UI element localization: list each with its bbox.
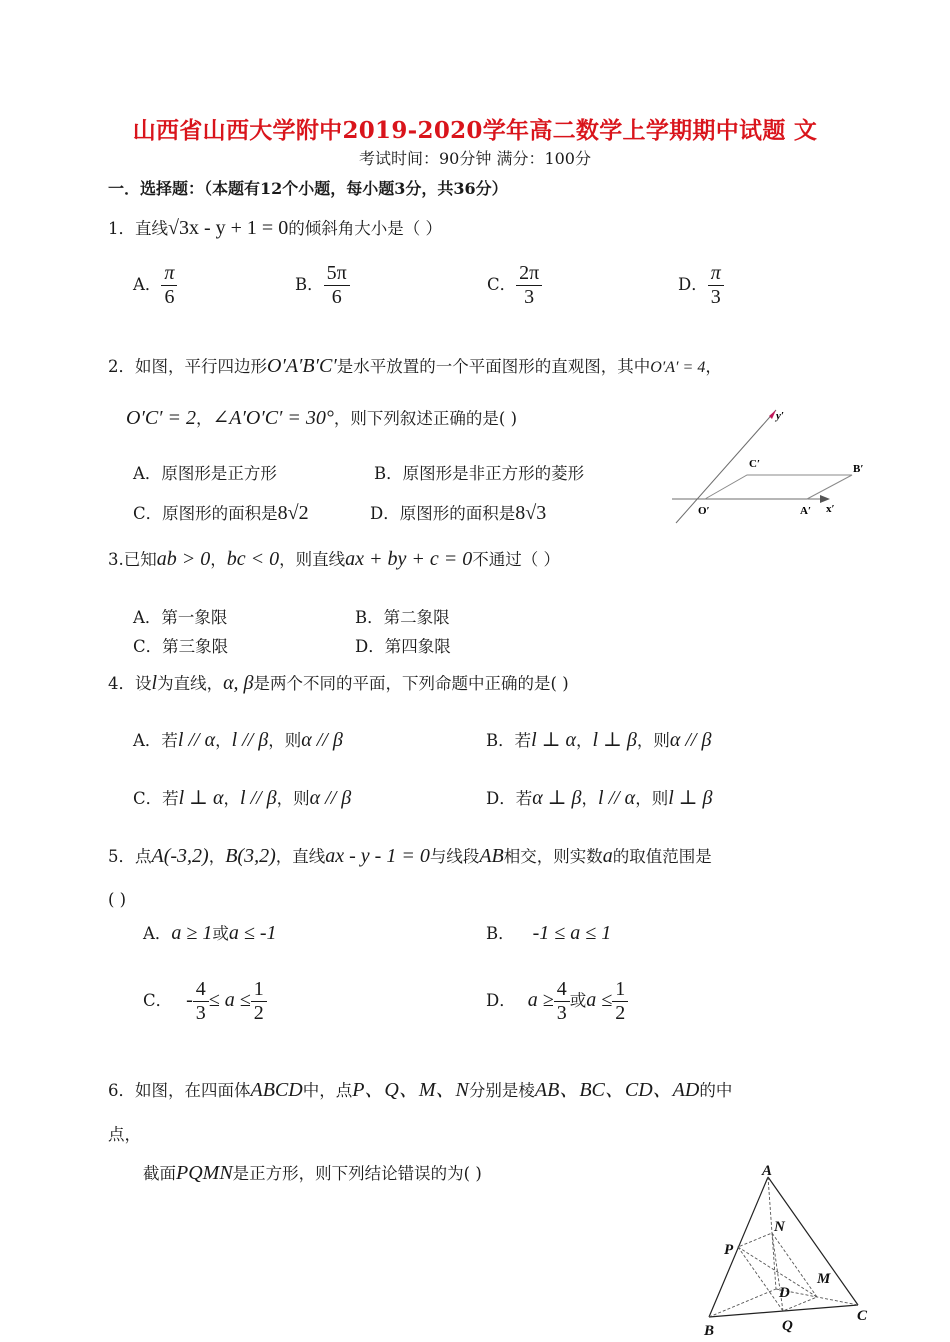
- q5-option-c-label: C．: [143, 991, 173, 1010]
- q4-option-d[interactable]: [486, 785, 713, 810]
- q2-x-arrow: [820, 495, 830, 503]
- q6-text-2: 分别是棱: [468, 1081, 535, 1100]
- q5-option-d-frac2: $\frac{1}{2}$: [612, 978, 628, 1025]
- q2-option-b[interactable]: B．原图形是非正方形的菱形: [374, 464, 585, 483]
- q6-text-5: 截面: [143, 1164, 176, 1183]
- q2-label-a: A′: [800, 505, 812, 517]
- q4-option-c-p2: l // β: [240, 787, 277, 809]
- q4-option-d-p1: α ⊥ β: [532, 787, 582, 809]
- q5-option-d-label: D．: [486, 991, 516, 1010]
- q6-text-6: 是正方形，则下列结论错误的为( ): [232, 1164, 482, 1183]
- q5-text: ，直线: [275, 847, 326, 866]
- q3-cond-bc: bc < 0: [226, 548, 280, 570]
- q4-option-c-p3: α // β: [309, 787, 352, 809]
- q2-condition-oa: O′A′ = 4: [650, 359, 706, 376]
- q4-option-a-p2: l // β: [231, 729, 269, 751]
- q4-option-d-s2: ，则: [635, 789, 669, 808]
- q5-option-a[interactable]: [143, 920, 277, 945]
- q5-answer-paren: ( ): [108, 890, 127, 909]
- q5-stem: [108, 843, 712, 868]
- q6-stem-line3: [143, 1160, 482, 1185]
- q5-option-c-mid: ≤ a ≤: [208, 989, 251, 1011]
- q5-segment: AB: [479, 845, 504, 867]
- q2-option-d-value: 8√3: [515, 502, 547, 524]
- q1-option-d-label: D．: [678, 275, 708, 294]
- q3-option-b[interactable]: B．第二象限: [355, 608, 450, 627]
- q2-parallelogram: [705, 475, 852, 499]
- q6-label-q: Q: [782, 1318, 793, 1334]
- q4-option-a-label: A．若: [133, 731, 178, 750]
- q1-option-d-fraction: $\frac{\pi}{3}$: [708, 262, 724, 309]
- q2-label-c: C′: [749, 458, 761, 470]
- section-heading: 一．选择题：（本题有12个小题，每小题3分，共36分）: [108, 179, 508, 198]
- q6-edge-bc: [709, 1305, 858, 1317]
- q3-equation: ax + by + c = 0: [345, 548, 473, 570]
- q6-text: 中，点: [302, 1081, 353, 1100]
- q4-option-c-s1: ，: [223, 789, 240, 808]
- q5-sep: ，: [208, 847, 226, 866]
- q5-option-d-pre: a ≥: [527, 989, 554, 1011]
- q3-cond-ab: ab > 0: [156, 548, 211, 570]
- q4-number: 4．设: [108, 674, 152, 693]
- exam-info: 考试时间：90分钟 满分：100分: [359, 149, 591, 168]
- q3-option-a[interactable]: A．第一象限: [133, 608, 228, 627]
- q6-text-3: 的中: [699, 1081, 733, 1100]
- q4-option-a-p1: l // α: [177, 729, 216, 751]
- q5-option-a-label: A．: [143, 924, 172, 943]
- q2-option-c-label: C．原图形的面积是: [133, 504, 278, 523]
- q6-label-c: C: [857, 1308, 868, 1324]
- q4-text-2: 是两个不同的平面，下列命题中正确的是( ): [253, 674, 569, 693]
- q5-option-b-value: -1 ≤ a ≤ 1: [532, 922, 612, 944]
- q4-option-c-p1: l ⊥ α: [178, 787, 224, 809]
- q2-shape: O′A′B′C′: [267, 355, 337, 377]
- q4-option-b-p2: l ⊥ β: [592, 729, 637, 751]
- q1-option-c-label: C．: [487, 275, 517, 294]
- q2-condition-oc: O′C′ = 2: [126, 407, 197, 429]
- q6-edges: AB、BC、CD、AD: [534, 1079, 700, 1101]
- q4-option-c[interactable]: [133, 785, 351, 810]
- q6-number: 6．如图，在四面体: [108, 1081, 251, 1100]
- q4-option-b[interactable]: [486, 727, 711, 752]
- q3-text-2: 不通过（ ）: [472, 550, 560, 569]
- q2-number: 2．如图，平行四边形: [108, 357, 267, 376]
- q6-solid: ABCD: [250, 1079, 303, 1101]
- q4-option-b-s1: ，: [576, 731, 593, 750]
- q1-number: 1．直线: [108, 219, 168, 238]
- q6-label-a: A: [762, 1163, 773, 1179]
- q5-option-d-or: 或: [569, 991, 587, 1010]
- q3-number: 3.已知: [108, 550, 157, 569]
- q5-option-b[interactable]: [486, 920, 611, 945]
- q4-option-d-label: D．若: [486, 789, 533, 808]
- q2-option-d-label: D．原图形的面积是: [370, 504, 516, 523]
- q1-option-d[interactable]: [678, 262, 724, 309]
- q4-option-a[interactable]: [133, 727, 343, 752]
- q2-y-arrow: [769, 410, 776, 419]
- q4-option-c-s2: ，则: [276, 789, 310, 808]
- q2-stem: [108, 353, 722, 378]
- q5-option-c-frac1: $\frac{4}{3}$: [193, 978, 209, 1025]
- q5-option-c[interactable]: [143, 978, 267, 1025]
- q6-stem-line2: 点，: [108, 1125, 141, 1144]
- q4-option-a-s1: ，: [215, 731, 232, 750]
- q4-option-a-s2: ，则: [268, 731, 302, 750]
- q3-text: ，则直线: [279, 550, 346, 569]
- q5-option-c-sign: -: [186, 989, 193, 1011]
- q1-option-a-label: A．: [133, 275, 162, 294]
- q2-condition-angle: ∠A′O′C′ = 30°: [212, 407, 334, 429]
- q3-option-c[interactable]: C．第三象限: [133, 637, 229, 656]
- q5-number: 5．点: [108, 847, 152, 866]
- q6-section: PQMN: [176, 1162, 233, 1184]
- q5-text-2: 与线段: [429, 847, 480, 866]
- q6-stem: [108, 1073, 732, 1102]
- q1-stem: [108, 215, 442, 240]
- q4-stem: [108, 670, 569, 695]
- q6-tetrahedron-figure: [696, 1163, 880, 1339]
- q3-option-d[interactable]: D．第四象限: [355, 637, 451, 656]
- page-title: 山西省山西大学附中2019-2020学年高二数学上学期期中试题 文: [132, 117, 818, 144]
- q4-line-l: l: [151, 672, 158, 694]
- q2-option-c[interactable]: [133, 500, 309, 525]
- q1-option-c[interactable]: [487, 262, 542, 309]
- q6-label-p: P: [724, 1242, 734, 1258]
- q5-option-b-label: B．: [486, 924, 515, 943]
- q1-text: 的倾斜角大小是（ ）: [288, 219, 442, 238]
- q5-option-d[interactable]: [486, 978, 628, 1025]
- q5-point-b: B(3,2): [225, 845, 276, 867]
- q4-option-d-p3: l ⊥ β: [668, 787, 713, 809]
- q4-text: 为直线，: [157, 674, 224, 693]
- q2-comma-2: ，: [196, 409, 213, 428]
- q3-sep: ，: [210, 550, 227, 569]
- q1-option-c-fraction: $\frac{2\pi}{3}$: [516, 262, 542, 309]
- q5-option-c-frac2: $\frac{1}{2}$: [251, 978, 267, 1025]
- q2-label-o: O′: [698, 505, 710, 517]
- q2-y-axis: [676, 410, 776, 523]
- q5-equation: ax - y - 1 = 0: [325, 845, 430, 867]
- q4-option-d-p2: l // α: [598, 787, 636, 809]
- q2-option-a[interactable]: A．原图形是正方形: [133, 464, 277, 483]
- q4-option-c-label: C．若: [133, 789, 179, 808]
- q5-option-a-1: a ≥ 1: [171, 922, 213, 944]
- q2-label-x: x′: [826, 503, 835, 515]
- q1-option-b-label: B．: [295, 275, 324, 294]
- q5-option-a-2: a ≤ -1: [228, 922, 277, 944]
- q2-oblique-figure: [672, 405, 880, 527]
- q4-option-b-p1: l ⊥ α: [531, 729, 577, 751]
- q6-points: P、Q、M、N: [352, 1079, 469, 1101]
- q2-stem-line2: [126, 405, 517, 430]
- q6-label-m: M: [817, 1271, 831, 1287]
- q5-option-a-or: 或: [212, 924, 229, 943]
- q1-option-a-fraction: $\frac{\pi}{6}$: [161, 262, 177, 309]
- q2-text-2: ，则下列叙述正确的是( ): [333, 409, 518, 428]
- q1-equation: √3x - y + 1 = 0: [168, 217, 289, 239]
- q5-text-4: 的取值范围是: [612, 847, 712, 866]
- q5-option-d-frac1: $\frac{4}{3}$: [554, 978, 570, 1025]
- q4-option-a-p3: α // β: [301, 729, 343, 751]
- q3-stem: [108, 546, 560, 571]
- q4-option-b-label: B．若: [486, 731, 532, 750]
- q2-label-y: y′: [776, 410, 784, 422]
- q5-variable: a: [602, 845, 613, 867]
- q4-option-d-s1: ，: [581, 789, 599, 808]
- q2-comma: ，: [705, 357, 722, 376]
- q5-point-a: A(-3,2): [151, 845, 209, 867]
- q5-option-d-mid: a ≤: [586, 989, 613, 1011]
- q4-planes: α, β: [223, 672, 254, 694]
- q5-text-3: 相交，则实数: [503, 847, 603, 866]
- q1-option-a[interactable]: [133, 262, 177, 309]
- q1-option-b-fraction: $\frac{5\pi}{6}$: [324, 262, 350, 309]
- q2-option-d[interactable]: [370, 500, 546, 525]
- q2-option-c-value: 8√2: [277, 502, 309, 524]
- q6-label-n: N: [774, 1219, 785, 1235]
- q4-option-b-s2: ，则: [636, 731, 670, 750]
- q1-option-b[interactable]: [295, 262, 350, 309]
- q2-label-b: B′: [853, 463, 864, 475]
- q4-option-b-p3: α // β: [669, 729, 712, 751]
- q2-text: 是水平放置的一个平面图形的直观图，其中: [336, 357, 651, 376]
- q6-label-d: D: [779, 1285, 790, 1301]
- q6-label-b: B: [704, 1323, 715, 1339]
